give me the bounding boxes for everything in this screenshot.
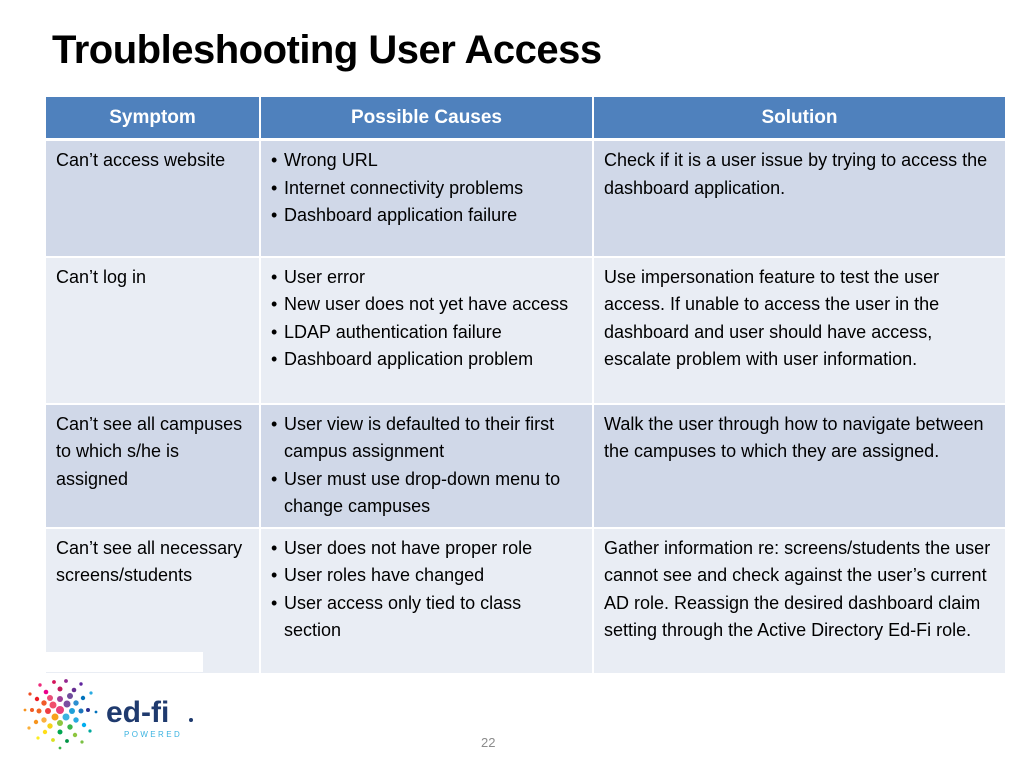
symptom-cell: Can’t log in: [46, 257, 260, 404]
causes-cell: [260, 140, 593, 257]
cause-item: • User error: [271, 264, 582, 292]
cause-item: • Wrong URL: [271, 147, 582, 175]
header-solution: Solution: [593, 97, 1005, 140]
cause-item: • Internet connectivity problems: [271, 175, 582, 203]
cause-item: • User must use drop-down menu to change campuses: [271, 466, 582, 521]
logo-tagline: POWERED: [124, 730, 183, 739]
causes-cell: [260, 528, 593, 674]
causes-list: [271, 147, 582, 230]
header-possible-causes: Possible Causes: [260, 97, 593, 140]
causes-list: [271, 411, 582, 521]
solution-cell: Walk the user through how to navigate between the campuses to which they are assigned.: [593, 404, 1005, 528]
cause-item: • User roles have changed: [271, 562, 582, 590]
causes-list: [271, 264, 582, 374]
cause-item: • New user does not yet have access: [271, 291, 582, 319]
symptom-cell: Can’t see all necessary screens/students: [46, 528, 260, 674]
causes-cell: [260, 257, 593, 404]
symptom-cell: Can’t see all campuses to which s/he is assigned: [46, 404, 260, 528]
solution-cell: Check if it is a user issue by trying to access the dashboard application.: [593, 140, 1005, 257]
cause-item: • LDAP authentication failure: [271, 319, 582, 347]
page-number: 22: [481, 735, 496, 750]
solution-cell: Use impersonation feature to test the user access. If unable to access the user in the dashboard and user should have access, escalate problem with user information.: [593, 257, 1005, 404]
cause-item: • User view is defaulted to their first campus assignment: [271, 411, 582, 466]
table-row: [46, 257, 1005, 404]
logo-wordmark: ed-fi: [106, 696, 170, 729]
logo-backdrop: [46, 652, 203, 672]
table-row: [46, 404, 1005, 528]
table-row: [46, 140, 1005, 257]
causes-list: [271, 535, 582, 645]
header-symptom: Symptom: [46, 97, 260, 140]
ed-fi-logo: [20, 670, 202, 754]
table-header-row: [46, 97, 1005, 140]
cause-item: • Dashboard application problem: [271, 346, 582, 374]
troubleshooting-table: [46, 97, 1005, 675]
causes-cell: [260, 404, 593, 528]
slide-title: Troubleshooting User Access: [52, 28, 602, 72]
solution-cell: Gather information re: screens/students the user cannot see and check against the user’s current AD role. Reassign the desired dashboard claim setting through the Active Directory Ed-Fi role.: [593, 528, 1005, 674]
cause-item: • User access only tied to class section: [271, 590, 582, 645]
logo-dot-burst-icon: [24, 679, 98, 749]
cause-item: • User does not have proper role: [271, 535, 582, 563]
cause-item: • Dashboard application failure: [271, 202, 582, 230]
symptom-cell: Can’t access website: [46, 140, 260, 257]
